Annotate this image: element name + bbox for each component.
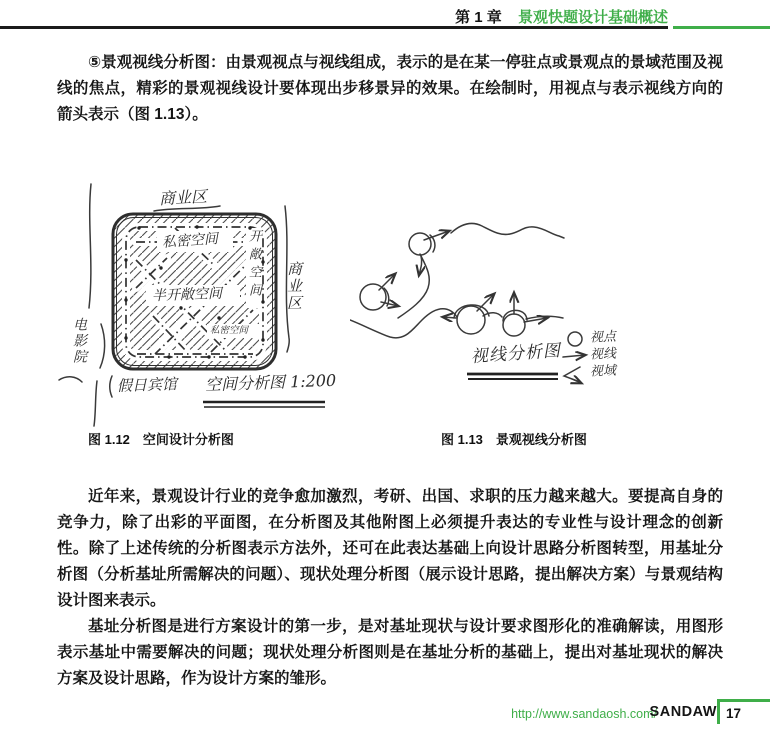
figure-1-12-caption: 图 1.12 空间设计分析图 bbox=[88, 432, 234, 447]
viewpoint-circle bbox=[409, 233, 431, 255]
hotel-paren-line bbox=[110, 376, 112, 397]
sightline-arrow bbox=[419, 256, 422, 275]
label-private-space-small: 私密空间 bbox=[210, 325, 249, 336]
chapter-title: 景观快题设计基础概述 bbox=[517, 9, 668, 26]
bottom-left-corner-line bbox=[59, 377, 82, 382]
viewpoint-circle bbox=[503, 314, 525, 336]
legend-viewpoint-icon bbox=[568, 332, 582, 346]
paragraph-2-text: 近年来，景观设计行业的竞争愈加激烈，考研、出国、求职的压力越来越大。要提高自身的竞争力，除了出彩的平面图，在分析图及其他附图上必须提升表达的专业性与设计理念的创新性。除了上述传统的分析图表示方法外，还可在此表达基础上向设计思路分析图转型，用基址分析图（分析基址所需解决的问题）、现状处理分析图（展示设计思路，提出解决方案）与景观结构设计图来表示。 bbox=[57, 488, 723, 609]
figure-1-13-caption: 图 1.13 景观视线分析图 bbox=[441, 432, 587, 447]
sketch-title-space-analysis: 空间分析图 1:200 bbox=[204, 370, 337, 395]
paragraph-3-text: 基址分析图是进行方案设计的第一步，是对基址现状与设计要求图形化的准确解读，用图形表示基址中需要解决的问题；现状处理分析图则是在基址分析的基础上，提出对基址现状的解决方案及设计思路，作为设计方案的雏形。 bbox=[57, 618, 723, 687]
label-cinema: 电影院 bbox=[71, 317, 87, 365]
paragraph-1 bbox=[57, 50, 723, 128]
label-business-district-top: 商业区 bbox=[158, 186, 208, 209]
bottom-left-vertical-line bbox=[94, 381, 97, 426]
legend-label-viewfield: 视域 bbox=[589, 363, 617, 380]
legend-label-viewpoint: 视点 bbox=[589, 329, 617, 346]
figure-1-12-sketch bbox=[57, 168, 357, 433]
sightline-analysis-drawing bbox=[350, 190, 670, 410]
figure-1-13-sketch bbox=[350, 190, 670, 410]
descending-path-line bbox=[398, 254, 429, 318]
label-holiday-hotel: 假日宾馆 bbox=[116, 374, 178, 396]
legend-viewfield-arrow bbox=[572, 379, 581, 383]
sightline-arrow bbox=[379, 274, 395, 290]
page-number: 17 bbox=[726, 705, 742, 721]
footer-brand-logo: SANDAW bbox=[649, 704, 717, 720]
footer-url: http://www.sandaosh.com/ bbox=[511, 707, 657, 721]
sketch-title-underline bbox=[467, 374, 558, 379]
page-header bbox=[455, 6, 668, 27]
header-rule-green bbox=[673, 26, 770, 29]
legend-label-sightline: 视线 bbox=[589, 346, 617, 363]
label-business-district-right: 商业区 bbox=[285, 261, 303, 312]
header-rule-black bbox=[0, 26, 668, 29]
legend-sightline-icon bbox=[563, 355, 585, 357]
sketch-title-sightline-analysis: 视线分析图 bbox=[470, 340, 562, 368]
chapter-number: 第 1 章 bbox=[455, 9, 502, 26]
label-private-space: 私密空间 bbox=[161, 231, 219, 251]
lower-terrain-line-mid bbox=[483, 313, 502, 317]
left-street-line bbox=[89, 184, 91, 308]
cinema-paren-line bbox=[100, 324, 105, 368]
paragraph-1-text: ⑤景观视线分析图：由景观视点与视线组成，表示的是在某一停驻点或景观点的景域范围及视线的焦点，精彩的景观视线设计要体现出步移景异的效果。在绘制时，用视点与表示视线方向的箭头表示（图 1.13）。 bbox=[57, 54, 723, 123]
lower-terrain-line-left bbox=[350, 309, 457, 338]
label-open-space: 开敞空间 bbox=[246, 229, 261, 301]
upper-terrain-line bbox=[451, 223, 564, 238]
sightline-arrow bbox=[477, 294, 494, 311]
paragraph-block bbox=[57, 484, 723, 692]
viewpoint-circle bbox=[457, 306, 485, 334]
page-number-box bbox=[717, 699, 770, 724]
label-semi-open-space: 半开敞空间 bbox=[151, 285, 223, 305]
sightline-arrow bbox=[443, 317, 456, 318]
sketch-title-underline bbox=[203, 402, 325, 407]
